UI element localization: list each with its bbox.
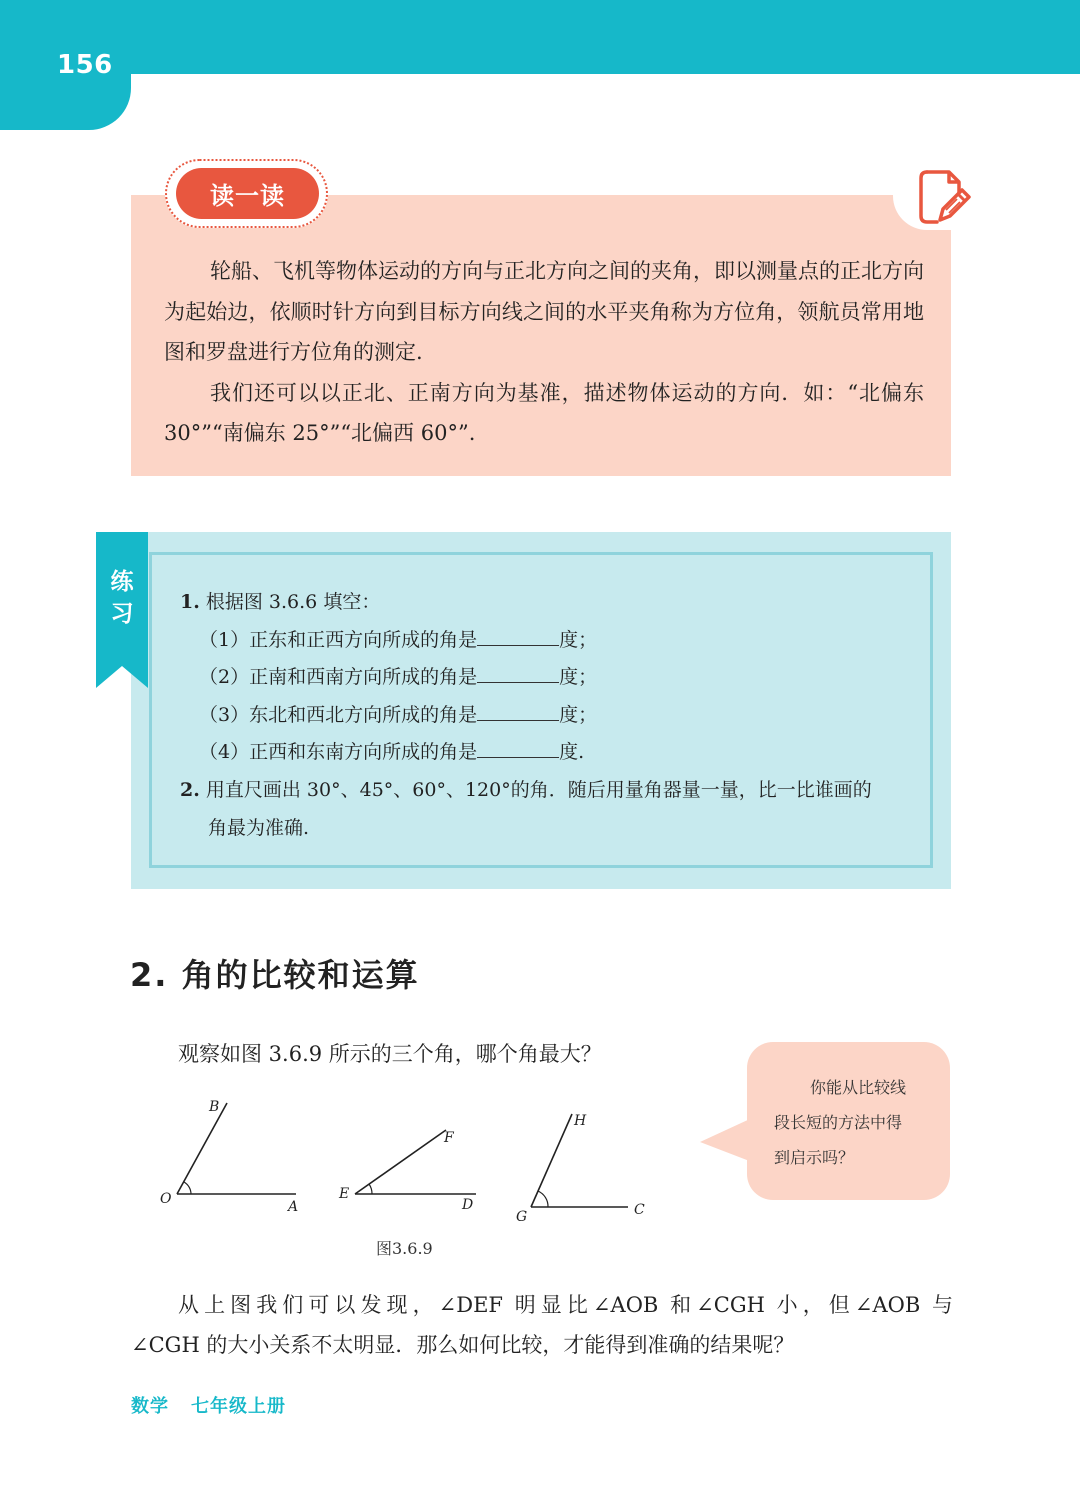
section-title: 2. 角的比较和运算 [130, 956, 420, 994]
question-1: 1. 根据图 3.6.6 填空： [180, 591, 381, 613]
label-o: O [160, 1191, 172, 1207]
angle-cgh [516, 1113, 645, 1225]
label-h: H [574, 1113, 587, 1129]
label-g: G [516, 1209, 528, 1225]
footer-book-title [131, 1392, 286, 1418]
angle-def [338, 1130, 476, 1213]
question-2-continued: 角最为准确. [208, 817, 310, 839]
question-1-item-1: （1）正东和正西方向所成的角是 度； [199, 629, 598, 651]
speech-bubble-tail [700, 1118, 752, 1162]
practice-label: 练 习 [110, 569, 134, 627]
question-1-item-2: （2）正南和西南方向所成的角是 度； [199, 666, 598, 688]
fill-blank [477, 702, 559, 721]
label-c: C [634, 1202, 645, 1218]
label-b: B [209, 1099, 220, 1115]
label-e: E [339, 1186, 350, 1202]
footer-subject: 数学 [131, 1396, 169, 1417]
question-1-item-3: （3）东北和西北方向所成的角是 度； [199, 704, 598, 726]
page-number: 156 [57, 50, 113, 80]
body-text [131, 1285, 953, 1365]
angle-figure [150, 1090, 670, 1230]
figure-caption: 图3.6.9 [376, 1239, 433, 1258]
label-d: D [462, 1197, 474, 1213]
body-line-1: 从上图我们可以发现，∠DEF 明显比∠AOB 和∠CGH 小，但∠AOB 与 [178, 1293, 953, 1317]
label-f: F [444, 1130, 454, 1146]
question-2: 2. 用直尺画出 30°、45°、60°、120°的角．随后用量角器量一量，比一比谁画的 [180, 779, 872, 801]
angle-aob [160, 1099, 298, 1215]
body-line-2: ∠CGH 的大小关系不太明显．那么如何比较，才能得到准确的结果呢？ [131, 1333, 795, 1357]
footer-grade: 七年级上册 [191, 1396, 286, 1417]
observe-prompt: 观察如图 3.6.9 所示的三个角，哪个角最大？ [178, 1042, 602, 1066]
read-text [164, 251, 924, 454]
read-badge: 读一读 [176, 168, 319, 219]
header-band [0, 0, 1080, 74]
label-a: A [288, 1199, 299, 1215]
read-paragraph-1: 轮船、飞机等物体运动的方向与正北方向之间的夹角，即以测量点的正北方向为起始边，依顺时针方向到目标方向线之间的水平夹角称为方位角，领航员常用地图和罗盘进行方位角的测定. [164, 259, 924, 364]
speech-bubble-text: 你能从比较线 段长短的方法中得 到启示吗？ [774, 1078, 907, 1167]
fill-blank [477, 627, 559, 646]
read-paragraph-2: 我们还可以以正北、正南方向为基准，描述物体运动的方向．如：“北偏东 30°”“南偏东 25°”“北偏西 60°”. [164, 380, 924, 445]
fill-blank [477, 739, 559, 758]
edit-document-icon [913, 166, 971, 228]
question-1-item-4: （4）正西和东南方向所成的角是 度. [199, 741, 585, 763]
fill-blank [477, 664, 559, 683]
